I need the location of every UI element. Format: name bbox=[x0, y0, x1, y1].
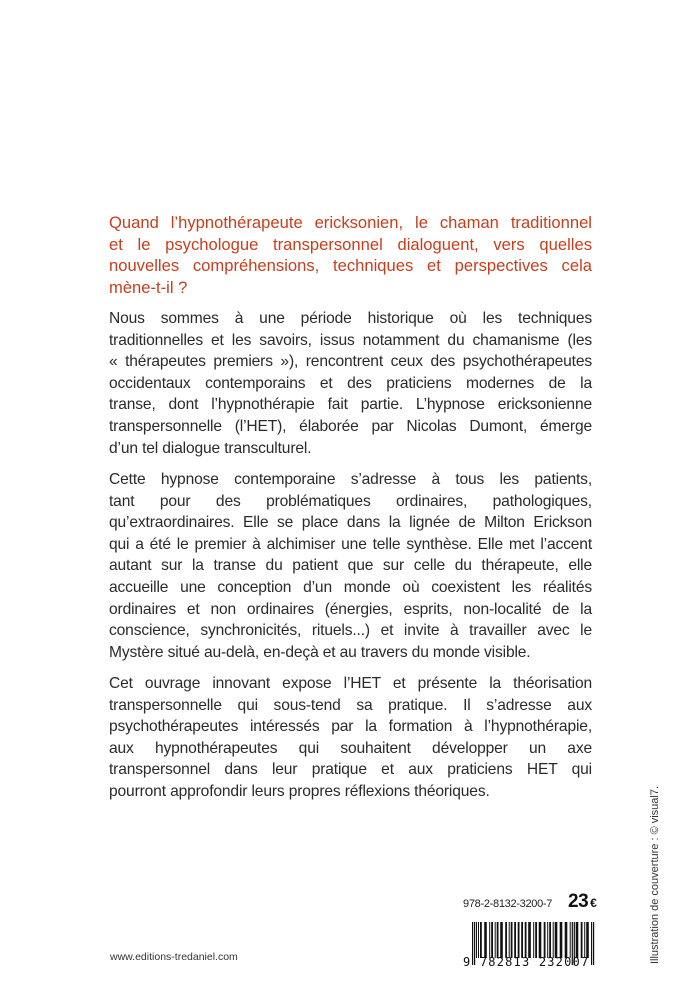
text-line: d’un tel dialogue transculturel. bbox=[109, 439, 312, 457]
publisher-website[interactable]: www.editions-tredaniel.com bbox=[110, 951, 238, 963]
price-amount: 23 bbox=[568, 891, 589, 912]
body-paragraph-2 bbox=[109, 469, 592, 663]
barcode-bar bbox=[500, 922, 503, 958]
barcode-bar bbox=[533, 922, 534, 958]
text-line: accueille une conception d’un monde où coexistent les réalités bbox=[109, 578, 592, 596]
text-line: aux hypnothérapeutes qui souhaitent développer un axe bbox=[109, 739, 592, 757]
text-line: pourront approfondir leurs propres réflexions théoriques. bbox=[109, 782, 490, 800]
lead-question bbox=[109, 212, 592, 298]
barcode-bar bbox=[528, 922, 531, 958]
text-line: transe, dont l’hypnothérapie fait partie. L’hypnose ericksonienne bbox=[109, 396, 592, 414]
barcode-bar bbox=[525, 922, 527, 958]
price bbox=[568, 891, 596, 913]
text-line: transpersonnel dans leur pratique et aux praticiens HET qui bbox=[109, 761, 592, 779]
price-currency: € bbox=[590, 896, 597, 910]
barcode-bar bbox=[476, 922, 477, 958]
text-line: et le psychologue transpersonnel dialoguent, vers quelles bbox=[109, 234, 592, 254]
barcode-bar bbox=[584, 922, 585, 958]
barcode-bar bbox=[514, 922, 516, 958]
barcode-bar bbox=[581, 922, 583, 958]
text-line: psychothérapeutes intéressés par la formation à l’hypnothérapie, bbox=[109, 718, 592, 736]
barcode-bar bbox=[478, 922, 479, 958]
barcode-bar bbox=[586, 922, 589, 958]
barcode-bar bbox=[539, 922, 542, 958]
barcode-digits: 9 782813 232007 bbox=[463, 955, 590, 969]
text-line: transpersonnelle qui sous-tend sa pratique. Il s’adresse aux bbox=[109, 696, 592, 714]
barcode-bar bbox=[497, 922, 499, 958]
barcode-bar bbox=[576, 922, 579, 958]
text-line: qui a été le premier à alchimiser une telle synthèse. Elle met l’accent bbox=[109, 535, 592, 553]
barcode-bar bbox=[549, 922, 551, 958]
barcode-bar bbox=[565, 922, 568, 958]
barcode-bar bbox=[509, 922, 510, 958]
barcode-bar bbox=[505, 922, 507, 958]
barcode-bar bbox=[491, 922, 493, 958]
text-line: ordinaires et non ordinaires (énergies, esprits, non-localité de la bbox=[109, 600, 592, 618]
body-paragraph-3 bbox=[109, 673, 592, 803]
barcode-bar bbox=[495, 922, 496, 958]
text-line: transpersonnelle (l’HET), élaborée par Nicolas Dumont, émerge bbox=[109, 417, 592, 435]
text-line: autant sur la transe du patient que sur celle du thérapeute, elle bbox=[109, 557, 592, 575]
barcode-bar bbox=[511, 922, 513, 958]
text-line: conscience, synchronicités, rituels...) et invite à travailler avec le bbox=[109, 622, 592, 640]
barcode-bar bbox=[547, 922, 548, 958]
text-line: mène-t-il ? bbox=[109, 277, 188, 297]
barcode-bar bbox=[544, 922, 546, 958]
text-line: Cet ouvrage innovant expose l’HET et présente la théorisation bbox=[109, 675, 592, 692]
barcode-bar bbox=[521, 922, 523, 958]
text-line: qu’extraordinaires. Elle se place dans la lignée de Milton Erickson bbox=[109, 514, 592, 532]
barcode-bar bbox=[570, 922, 571, 958]
text-line: Quand l’hypnothérapeute ericksonien, le chaman traditionnel bbox=[109, 213, 592, 232]
text-line: tant pour des problématiques ordinaires, pathologiques, bbox=[109, 492, 592, 510]
cover-illustration-credit: Illustration de couverture : © visual7. bbox=[649, 785, 661, 965]
text-line: traditionnelles et les savoirs, issus notamment du chamanisme (les bbox=[109, 331, 592, 349]
isbn-number: 978-2-8132-3200-7 bbox=[463, 898, 553, 910]
barcode-bar bbox=[480, 922, 482, 958]
barcode-bar bbox=[560, 922, 563, 958]
text-line: nouvelles compréhensions, techniques et perspectives cela bbox=[109, 256, 592, 276]
text-line: Cette hypnose contemporaine s’adresse à tous les patients, bbox=[109, 471, 592, 488]
text-line: occidentaux contemporains et des praticiens modernes de la bbox=[109, 374, 592, 392]
barcode-bar bbox=[489, 922, 490, 958]
barcode-bar bbox=[518, 922, 520, 958]
text-line: « thérapeutes premiers »), rencontrent ceux des psychothérapeutes bbox=[109, 353, 592, 371]
barcode-bar bbox=[553, 922, 554, 958]
text-line: Nous sommes à une période historique où les techniques bbox=[109, 310, 592, 327]
barcode-bar bbox=[555, 922, 558, 958]
body-paragraph-1 bbox=[109, 308, 592, 459]
barcode-bar bbox=[484, 922, 487, 958]
text-line: Mystère situé au-delà, en-deçà et au travers du monde visible. bbox=[109, 643, 531, 661]
barcode-bar bbox=[535, 922, 537, 958]
